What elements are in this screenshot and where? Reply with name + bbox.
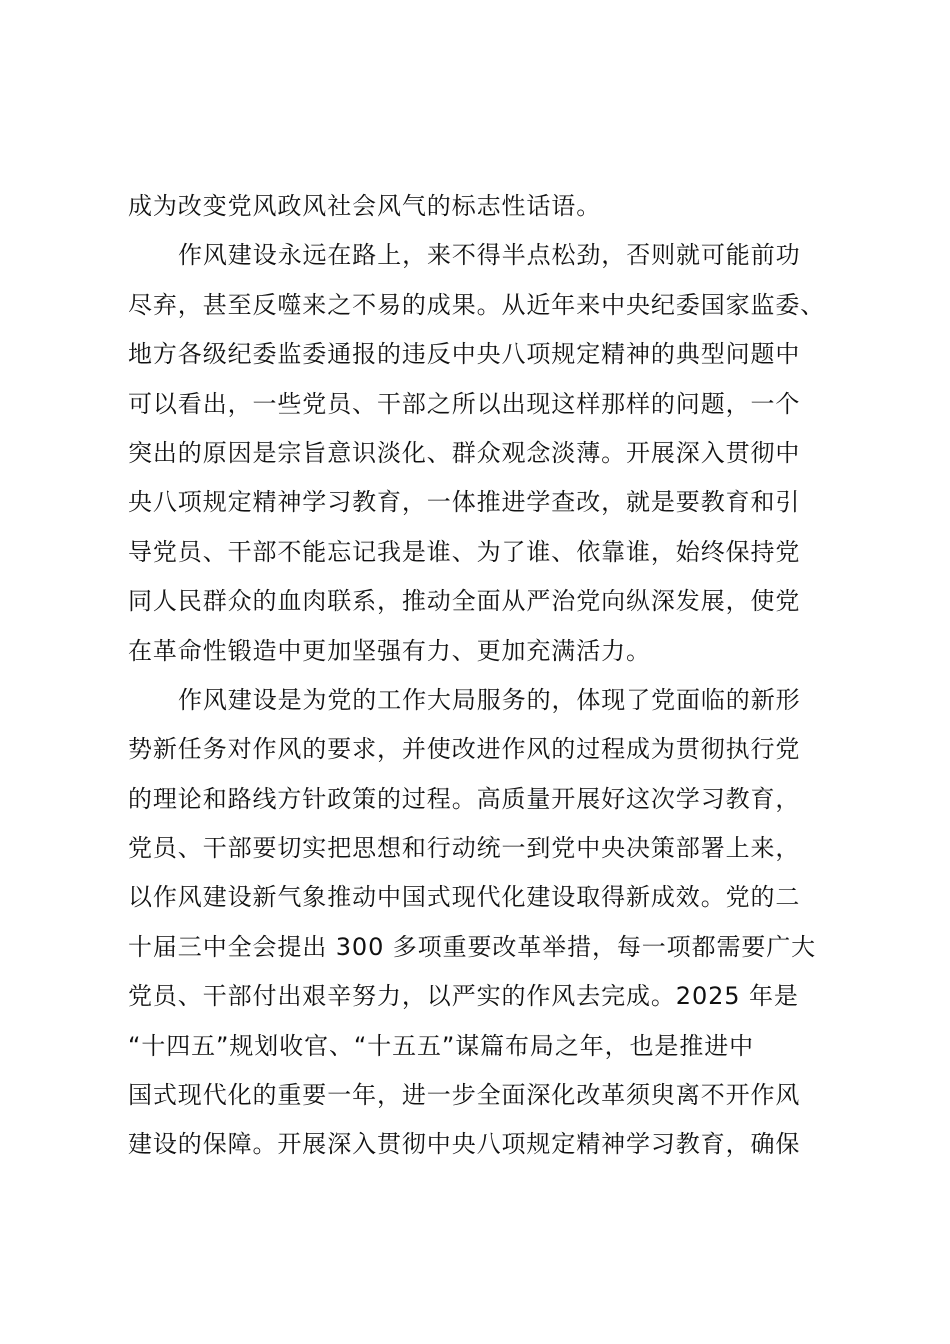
text-line-3: 尽弃，甚至反噬来之不易的成果。从近年来中央纪委国家监委、 (128, 290, 826, 319)
text-line-4: 地方各级纪委监委通报的违反中央八项规定精神的典型问题中 (128, 340, 801, 369)
text-line-20: 建设的保障。开展深入贯彻中央八项规定精神学习教育，确保 (128, 1130, 801, 1159)
text-line-9: 同人民群众的血肉联系，推动全面从严治党向纵深发展，使党 (128, 587, 801, 616)
text-line-15: 以作风建设新气象推动中国式现代化建设取得新成效。党的二 (128, 883, 801, 912)
text-line-1: 成为改变党风政风社会风气的标志性话语。 (128, 192, 602, 220)
text-line-12: 势新任务对作风的要求，并使改进作风的过程成为贯彻执行党 (128, 735, 801, 764)
text-line-16: 十届三中全会提出 300 多项重要改革举措，每一项都需要广大 (128, 932, 817, 961)
text-line-5: 可以看出，一些党员、干部之所以出现这样那样的问题，一个 (128, 389, 801, 418)
text-line-18: “十四五”规划收官、“十五五”谋篇布局之年，也是推进中 (128, 1031, 755, 1060)
text-line-19: 国式现代化的重要一年，进一步全面深化改革须臾离不开作风 (128, 1081, 801, 1110)
text-line-17: 党员、干部付出艰辛努力，以严实的作风去完成。2025 年是 (128, 982, 799, 1011)
text-line-6: 突出的原因是宗旨意识淡化、群众观念淡薄。开展深入贯彻中 (128, 438, 801, 467)
text-line-7: 央八项规定精神学习教育，一体推进学查改，就是要教育和引 (128, 488, 801, 517)
text-line-2: 作风建设永远在路上，来不得半点松劲，否则就可能前功 (178, 241, 801, 270)
text-line-11: 作风建设是为党的工作大局服务的，体现了党面临的新形 (178, 685, 801, 714)
text-line-14: 党员、干部要切实把思想和行动统一到党中央决策部署上来， (128, 834, 801, 863)
text-line-8: 导党员、干部不能忘记我是谁、为了谁、依靠谁，始终保持党 (128, 537, 801, 566)
body-text (128, 182, 848, 1170)
text-line-13: 的理论和路线方针政策的过程。高质量开展好这次学习教育， (128, 784, 801, 813)
text-line-10: 在革命性锻造中更加坚强有力、更加充满活力。 (128, 636, 651, 665)
